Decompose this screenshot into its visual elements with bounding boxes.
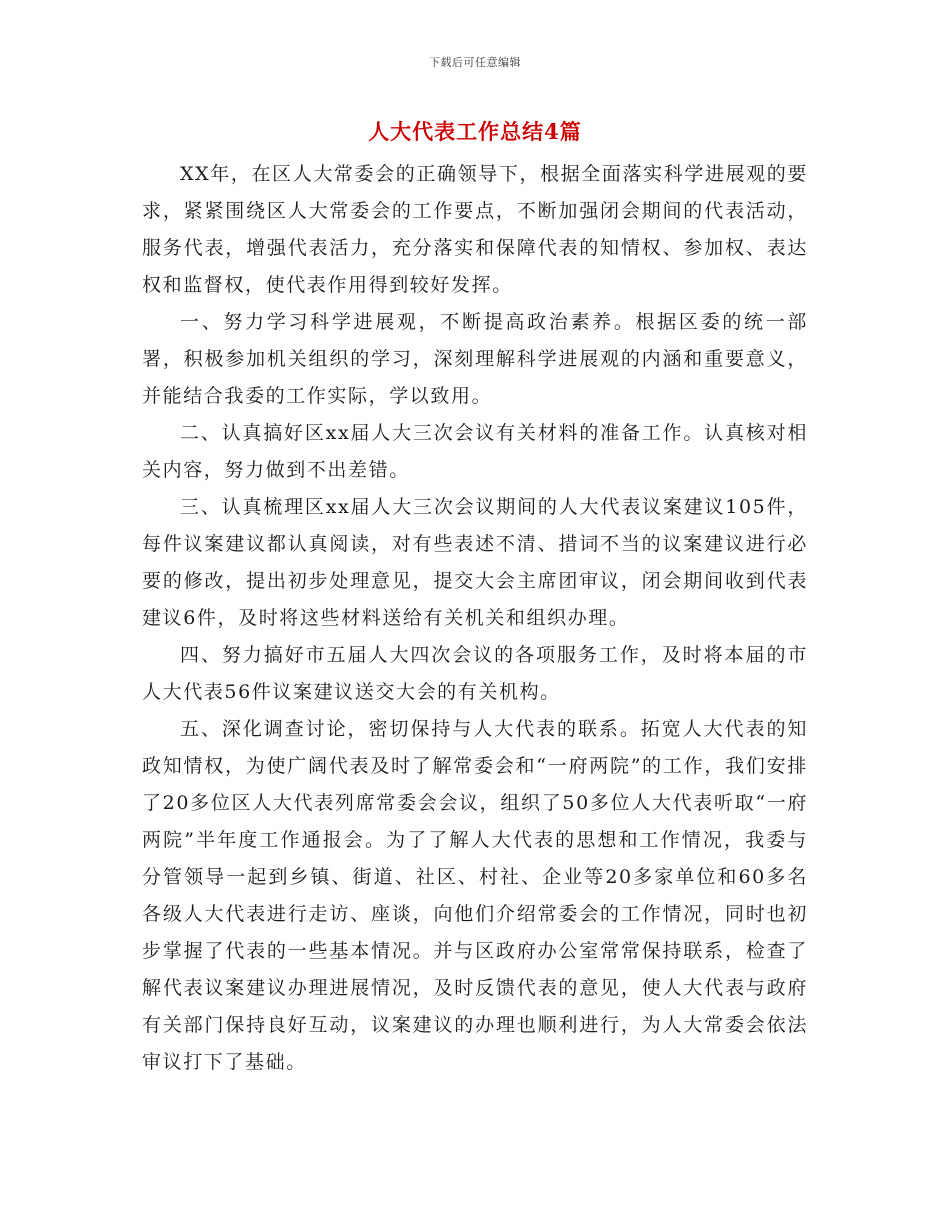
paragraph-section-3: 三、认真梳理区xx届人大三次会议期间的人大代表议案建议105件，每件议案建议都认真阅读，对有些表述不清、措词不当的议案建议进行必要的修改，提出初步处理意见，提交大会主席团审议，闭会期间收到代表建议6件，及时将这些材料送给有关机关和组织办理。	[142, 496, 808, 629]
paragraph-section-1: 一、努力学习科学进展观，不断提高政治素养。根据区委的统一部署，积极参加机关组织的学习，深刻理解科学进展观的内涵和重要意义，并能结合我委的工作实际，学以致用。	[142, 311, 808, 407]
document-body	[142, 156, 808, 1081]
document-title: 人大代表工作总结4篇	[368, 119, 582, 144]
paragraph-section-5: 五、深化调查讨论，密切保持与人大代表的联系。拓宽人大代表的知政知情权，为使广阔代表及时了解常委会和“一府两院”的工作，我们安排了20多位区人大代表列席常委会会议，组织了50多位人大代表听取“一府两院”半年度工作通报会。为了了解人大代表的思想和工作情况，我委与分管领导一起到乡镇、街道、社区、村社、企业等20多家单位和60多名各级人大代表进行走访、座谈，向他们介绍常委会的工作情况，同时也初步掌握了代表的一些基本情况。并与区政府办公室常常保持联系，检查了解代表议案建议办理进展情况，及时反馈代表的意见，使人大代表与政府有关部门保持良好互动，议案建议的办理也顺利进行，为人大常委会依法审议打下了基础。	[142, 718, 808, 1073]
header-note: 下载后可任意编辑	[429, 56, 521, 69]
paragraph-section-2: 二、认真搞好区xx届人大三次会议有关材料的准备工作。认真核对相关内容，努力做到不出差错。	[142, 422, 808, 481]
paragraph-section-4: 四、努力搞好市五届人大四次会议的各项服务工作，及时将本届的市人大代表56件议案建议送交大会的有关机构。	[142, 644, 808, 703]
paragraph-intro: XX年，在区人大常委会的正确领导下，根据全面落实科学进展观的要求，紧紧围绕区人大常委会的工作要点，不断加强闭会期间的代表活动，服务代表，增强代表活力，充分落实和保障代表的知情权、参加权、表达权和监督权，使代表作用得到较好发挥。	[142, 163, 808, 296]
